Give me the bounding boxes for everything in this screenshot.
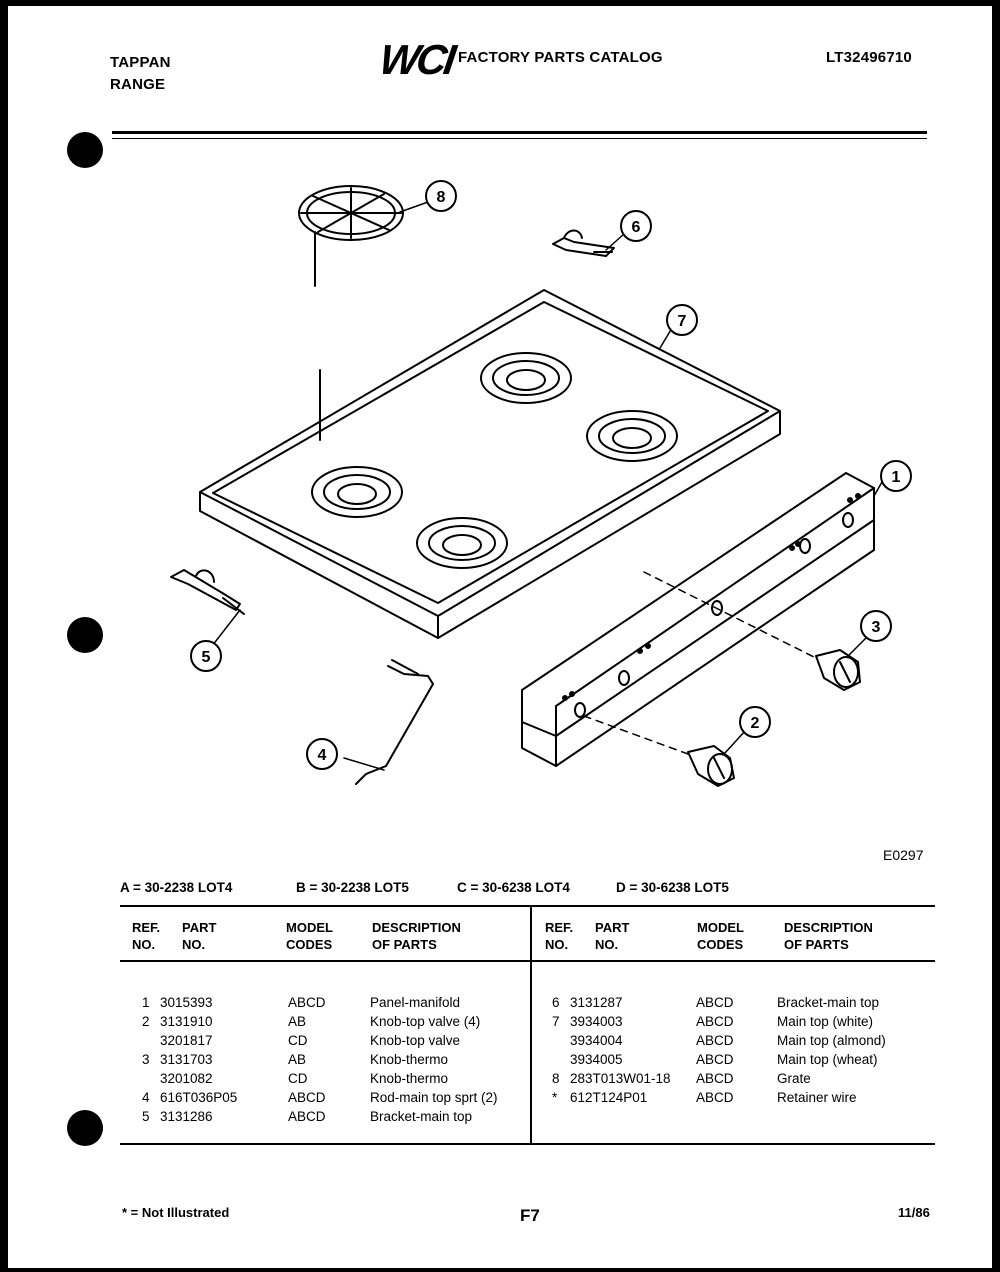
ref-no: 4 bbox=[142, 1090, 150, 1105]
header-ref-label: REF. bbox=[132, 920, 161, 935]
ref-no: 5 bbox=[142, 1109, 150, 1124]
wci-logo: WCI bbox=[376, 36, 457, 83]
header-ref-label-2: NO. bbox=[132, 937, 156, 952]
model-code-d: D = 30-6238 LOT5 bbox=[616, 880, 729, 895]
header-part-label-2: NO. bbox=[595, 937, 619, 952]
table-column-divider bbox=[530, 906, 532, 1144]
footnote: * = Not Illustrated bbox=[122, 1205, 230, 1220]
callout-4: 4 bbox=[317, 747, 327, 764]
figure-code: E0297 bbox=[883, 847, 924, 863]
catalog-number: LT32496710 bbox=[826, 49, 912, 66]
header-model-label: MODEL bbox=[286, 920, 333, 935]
callout-5: 5 bbox=[201, 649, 211, 666]
header-ref-label: REF. bbox=[545, 920, 574, 935]
part-no: 3201817 bbox=[160, 1033, 213, 1048]
header-part-label: PART bbox=[595, 920, 630, 935]
callout-1: 1 bbox=[891, 469, 901, 486]
header-part-label: PART bbox=[182, 920, 217, 935]
model-codes: CD bbox=[288, 1071, 308, 1086]
part-no: 616T036P05 bbox=[160, 1090, 238, 1105]
model-code-b: B = 30-2238 LOT5 bbox=[296, 880, 409, 895]
callout-6: 6 bbox=[631, 219, 641, 236]
header-part-label-2: NO. bbox=[182, 937, 206, 952]
brand-line-2: RANGE bbox=[110, 76, 166, 93]
header-ref-label-2: NO. bbox=[545, 937, 569, 952]
table-header-rule bbox=[120, 960, 935, 962]
knob-thermo bbox=[816, 650, 860, 690]
model-codes: ABCD bbox=[696, 1090, 734, 1105]
model-code-c: C = 30-6238 LOT4 bbox=[457, 880, 570, 895]
header-part-left bbox=[182, 919, 216, 953]
header-model-left bbox=[286, 919, 333, 953]
description: Main top (wheat) bbox=[777, 1052, 878, 1067]
exploded-parts-diagram bbox=[8, 6, 992, 846]
header-desc-label-2: OF PARTS bbox=[372, 937, 437, 952]
model-codes: AB bbox=[288, 1014, 307, 1029]
ref-no: 1 bbox=[142, 995, 150, 1010]
description: Bracket-main top bbox=[777, 995, 880, 1010]
part-no: 612T124P01 bbox=[570, 1090, 648, 1105]
model-codes: ABCD bbox=[696, 1033, 734, 1048]
description: Retainer wire bbox=[777, 1090, 857, 1105]
header-desc-label-2: OF PARTS bbox=[784, 937, 849, 952]
part-no: 3934005 bbox=[570, 1052, 623, 1067]
model-codes: CD bbox=[288, 1033, 308, 1048]
model-codes: AB bbox=[288, 1052, 307, 1067]
header-desc-label: DESCRIPTION bbox=[372, 920, 461, 935]
model-codes: ABCD bbox=[288, 1109, 326, 1124]
part-no: 3934004 bbox=[570, 1033, 623, 1048]
header-model-right bbox=[697, 919, 744, 953]
model-codes: ABCD bbox=[696, 995, 734, 1010]
part-no: 3131286 bbox=[160, 1109, 213, 1124]
catalog-page bbox=[8, 6, 992, 1268]
header-ref-right bbox=[545, 919, 573, 953]
bracket-part-6 bbox=[553, 231, 614, 257]
header-desc-left bbox=[372, 919, 461, 953]
header-model-label: MODEL bbox=[697, 920, 744, 935]
ref-no: 3 bbox=[142, 1052, 150, 1067]
model-key bbox=[120, 880, 820, 900]
table-bottom-rule bbox=[120, 1143, 935, 1145]
part-no: 3934003 bbox=[570, 1014, 623, 1029]
header-desc-label: DESCRIPTION bbox=[784, 920, 873, 935]
part-no: 3131287 bbox=[570, 995, 623, 1010]
bracket-part-5 bbox=[171, 570, 244, 614]
header-ref-left bbox=[132, 919, 160, 953]
brand-line-1: TAPPAN bbox=[110, 54, 171, 71]
description: Panel-manifold bbox=[370, 995, 461, 1010]
part-no: 3131910 bbox=[160, 1014, 213, 1029]
header-desc-right bbox=[784, 919, 873, 953]
part-no: 283T013W01-18 bbox=[570, 1071, 671, 1086]
description: Grate bbox=[777, 1071, 811, 1086]
catalog-title: FACTORY PARTS CATALOG bbox=[458, 49, 663, 66]
callout-7: 7 bbox=[677, 313, 687, 330]
description: Main top (white) bbox=[777, 1014, 874, 1029]
part-no: 3015393 bbox=[160, 995, 213, 1010]
callout-2: 2 bbox=[750, 715, 760, 732]
description: Knob-thermo bbox=[370, 1071, 449, 1086]
page-number: F7 bbox=[520, 1206, 540, 1225]
model-codes: ABCD bbox=[696, 1014, 734, 1029]
ref-no: 8 bbox=[552, 1071, 560, 1086]
model-codes: ABCD bbox=[696, 1071, 734, 1086]
knob-top-valve bbox=[688, 746, 734, 786]
description: Bracket-main top bbox=[370, 1109, 473, 1124]
description: Knob-top valve (4) bbox=[370, 1014, 481, 1029]
table-top-rule bbox=[120, 905, 935, 907]
callout-3: 3 bbox=[871, 619, 881, 636]
model-codes: ABCD bbox=[288, 1090, 326, 1105]
revision-date: 11/86 bbox=[898, 1205, 930, 1220]
description: Knob-top valve bbox=[370, 1033, 461, 1048]
ref-no: 2 bbox=[142, 1014, 150, 1029]
model-codes: ABCD bbox=[696, 1052, 734, 1067]
model-code-a: A = 30-2238 LOT4 bbox=[120, 880, 233, 895]
header-part-right bbox=[595, 919, 629, 953]
part-no: 3201082 bbox=[160, 1071, 213, 1086]
description: Knob-thermo bbox=[370, 1052, 449, 1067]
binder-hole-bottom bbox=[67, 1110, 103, 1146]
header-model-label-2: CODES bbox=[697, 937, 744, 952]
part-no: 3131703 bbox=[160, 1052, 213, 1067]
ref-no: 6 bbox=[552, 995, 560, 1010]
description: Main top (almond) bbox=[777, 1033, 886, 1048]
callout-8: 8 bbox=[436, 189, 446, 206]
ref-no: * bbox=[552, 1090, 558, 1105]
model-codes: ABCD bbox=[288, 995, 326, 1010]
description: Rod-main top sprt (2) bbox=[370, 1090, 498, 1105]
ref-no: 7 bbox=[552, 1014, 560, 1029]
header-model-label-2: CODES bbox=[286, 937, 333, 952]
